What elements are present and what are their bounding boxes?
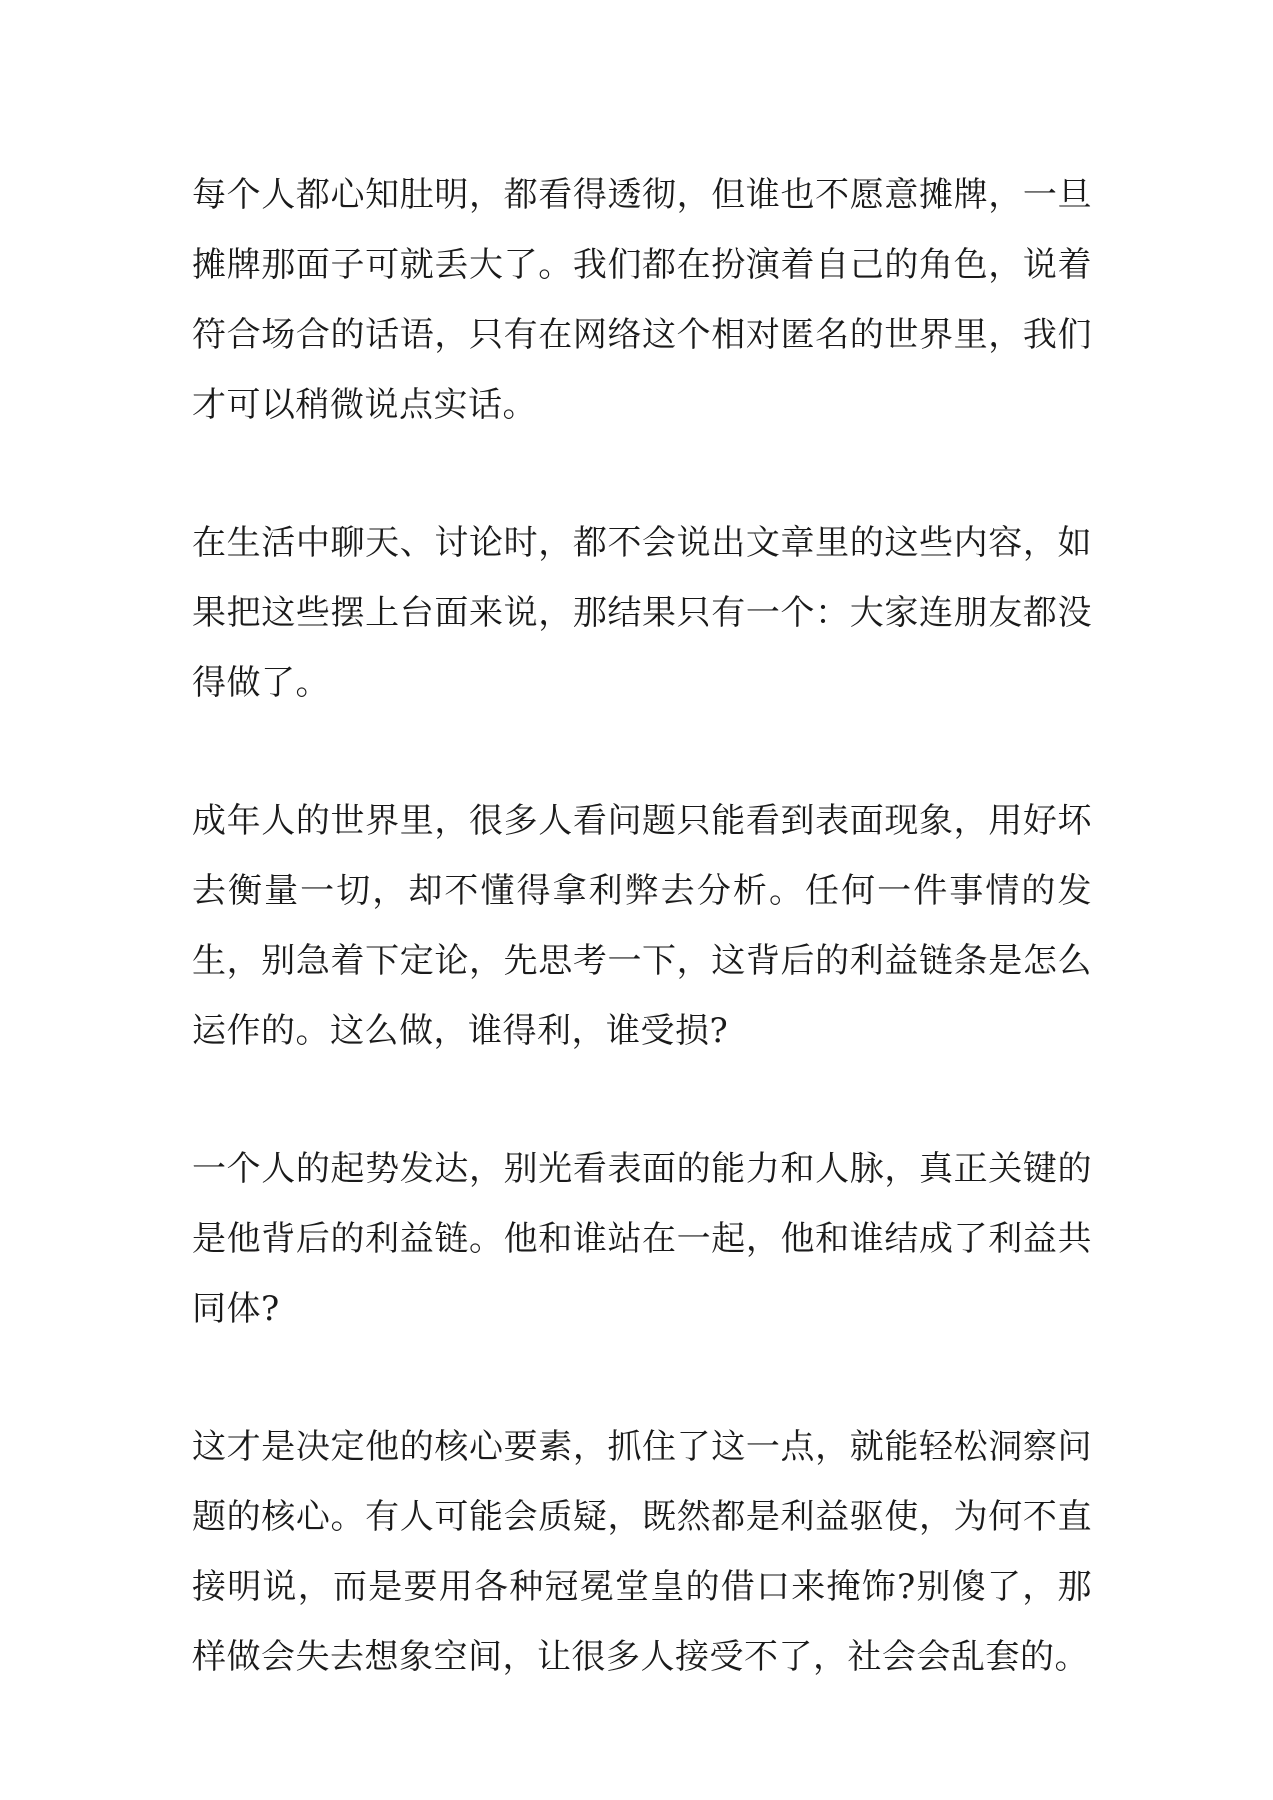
paragraph-1: 每个人都心知肚明，都看得透彻，但谁也不愿意摊牌，一旦摊牌那面子可就丢大了。我们都在扮演着自己的角色，说着符合场合的话语，只有在网络这个相对匿名的世界里，我们才可以稍微说点实话。: [192, 175, 1092, 425]
paragraph-2: 在生活中聊天、讨论时，都不会说出文章里的这些内容，如果把这些摆上台面来说，那结果只有一个：大家连朋友都没得做了。: [192, 523, 1092, 703]
paragraph-5: 这才是决定他的核心要素，抓住了这一点，就能轻松洞察问题的核心。有人可能会质疑，既然都是利益驱使，为何不直接明说，而是要用各种冠冕堂皇的借口来掩饰?别傻了，那样做会失去想象空间，让很多人接受不了，社会会乱套的。: [192, 1427, 1092, 1677]
document-body: [192, 160, 1092, 1692]
paragraph-3: 成年人的世界里，很多人看问题只能看到表面现象，用好坏去衡量一切，却不懂得拿利弊去分析。任何一件事情的发生，别急着下定论，先思考一下，这背后的利益链条是怎么运作的。这么做，谁得利，谁受损?: [192, 801, 1092, 1051]
paragraph-4: 一个人的起势发达，别光看表面的能力和人脉，真正关键的是他背后的利益链。他和谁站在一起，他和谁结成了利益共同体?: [192, 1149, 1092, 1329]
